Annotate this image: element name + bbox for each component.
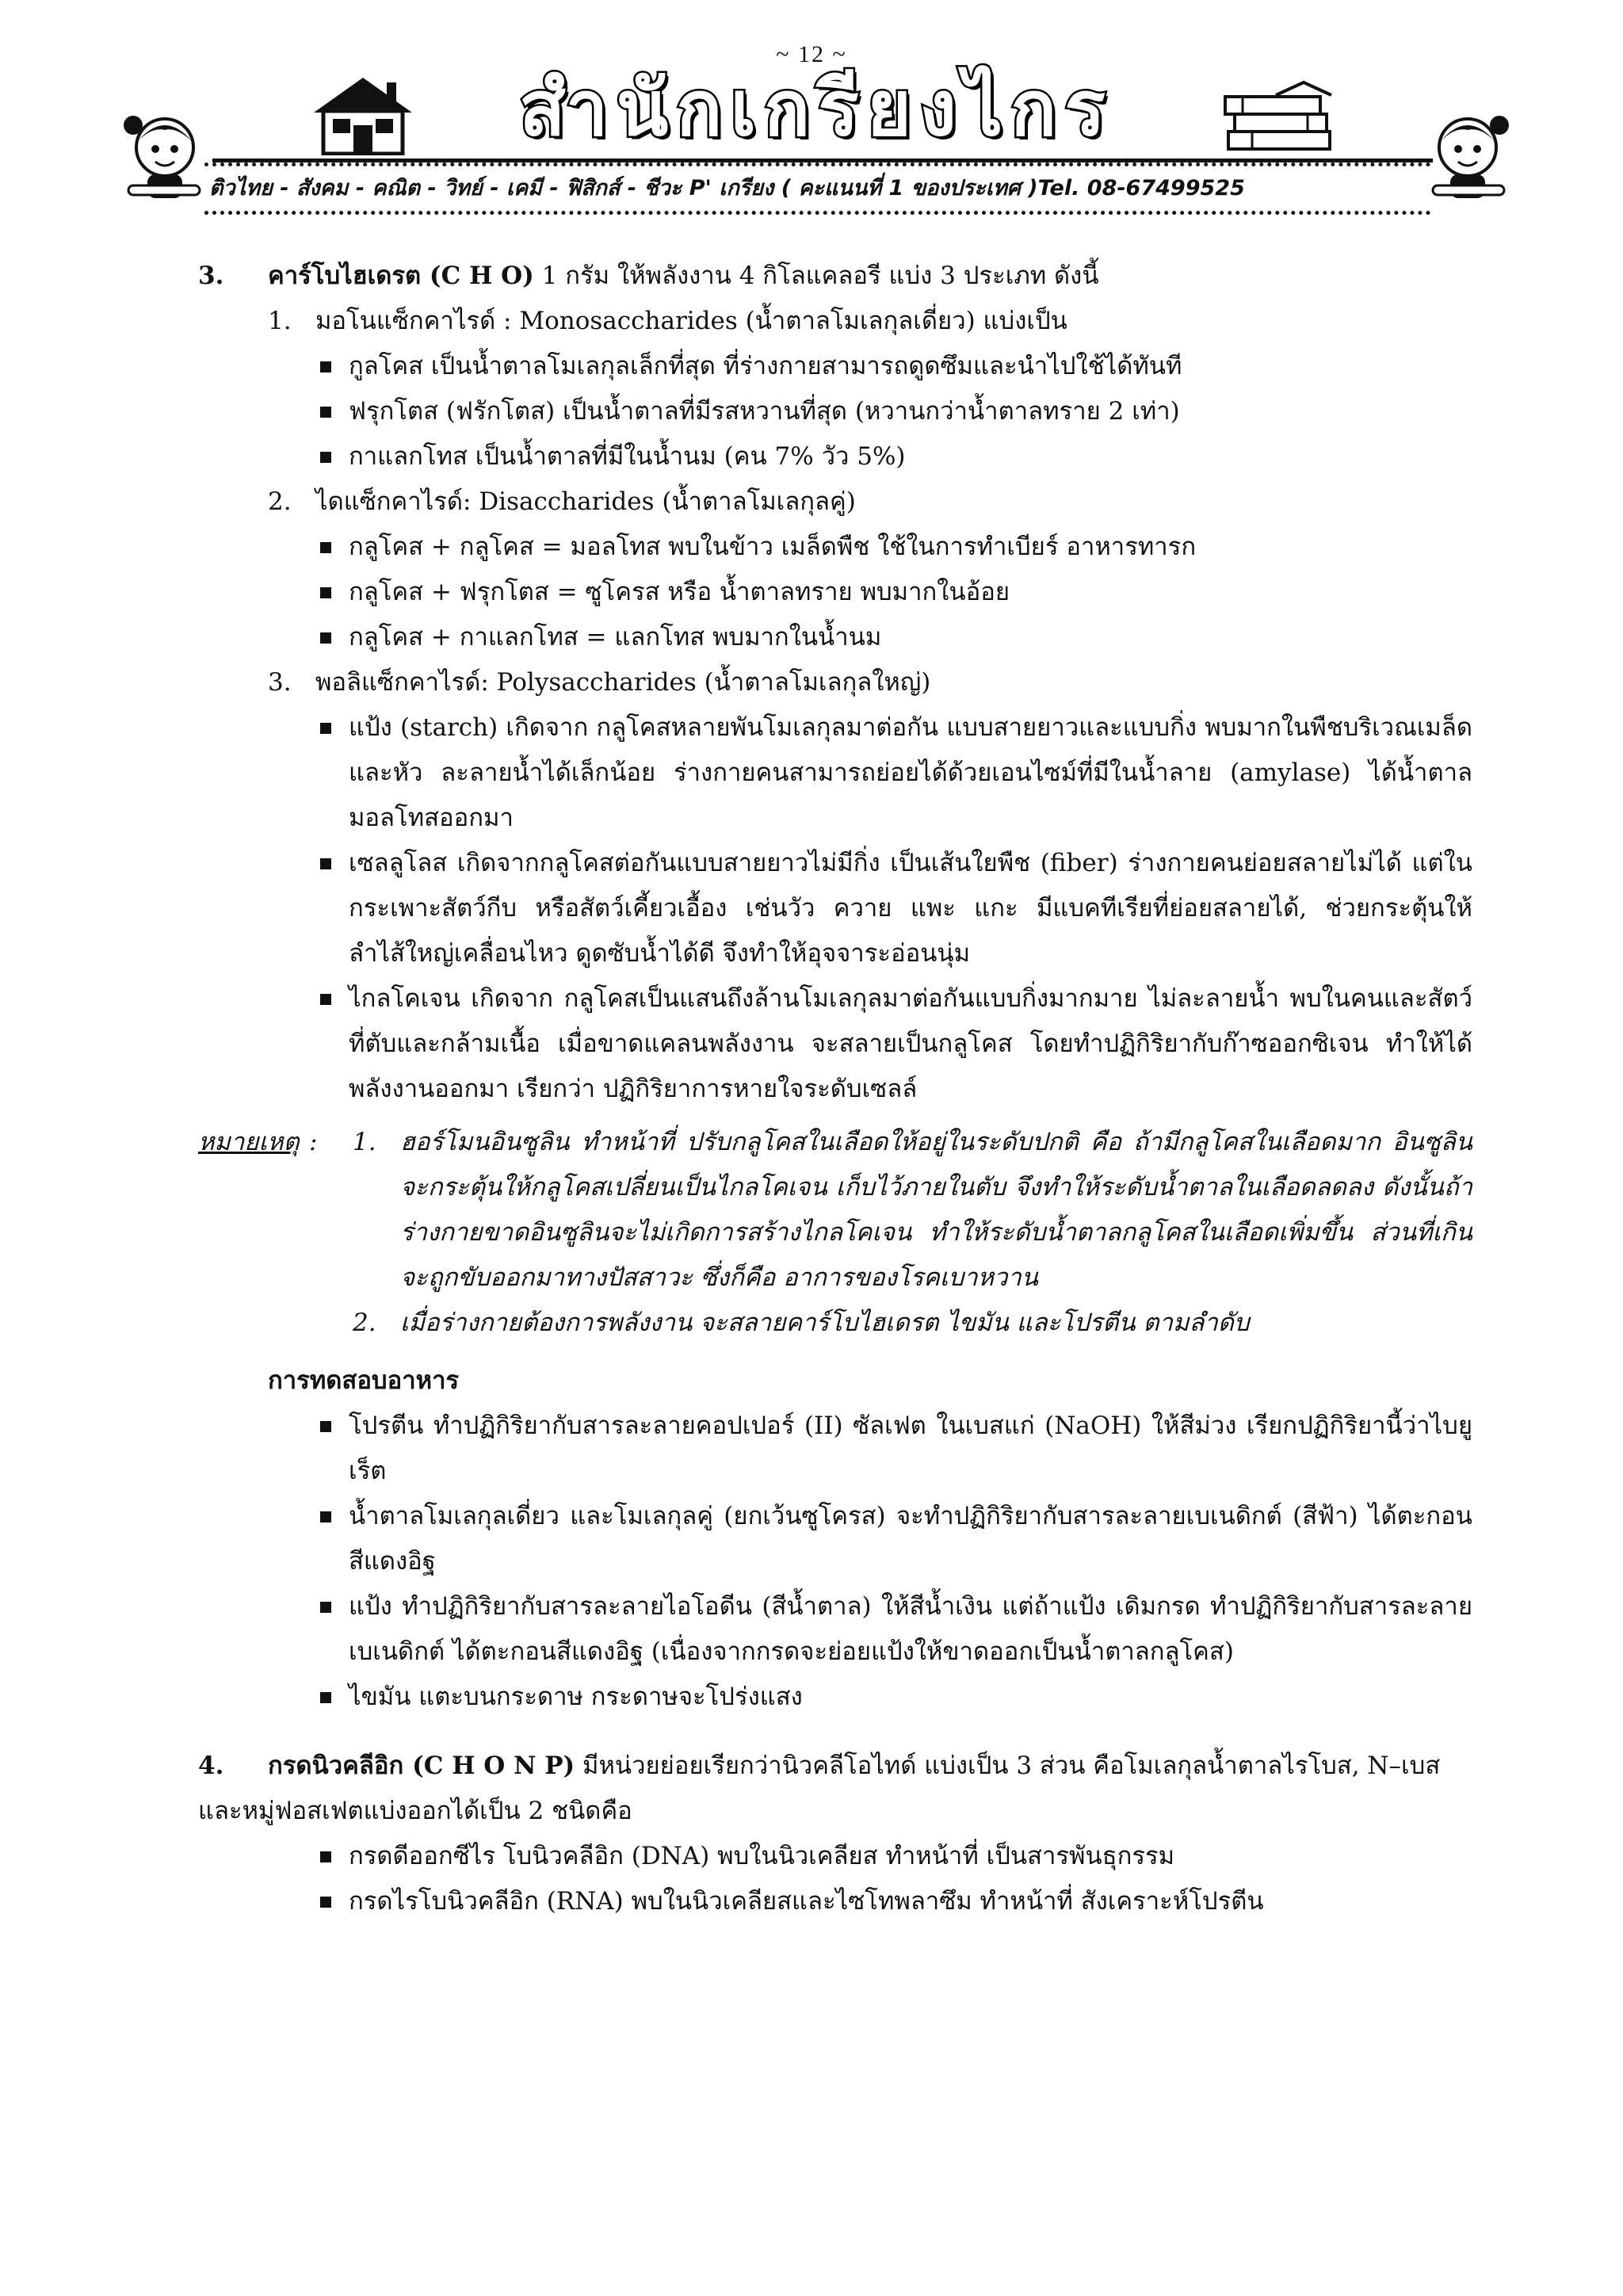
list-item: ไขมัน แตะบนกระดาษ กระดาษจะโปร่งแสง [198,1675,1472,1720]
section-number: 4. [198,1752,224,1780]
type-number: 1. [268,307,292,335]
section-intro: มีหน่วยย่อยเรียกว่านิวคลีโอไทด์ แบ่งเป็น 3 ส่วน คือโมเลกุลน้ำตาลไรโบส, N–เบส [575,1752,1441,1780]
note-item [198,1301,1472,1346]
mascot-left-icon [120,109,208,204]
section-intro-continued: และหมู่ฟอสเฟตแบ่งออกได้เป็น 2 ชนิดคือ [198,1797,632,1825]
type-number: 3. [268,668,292,697]
type-heading [198,660,1472,705]
list-item: โปรตีน ทำปฏิกิริยากับสารละลายคอปเปอร์ (II) ซัลเฟต ในเบสแก่ (NaOH) ให้สีม่วง เรียกปฏิกิริยานี้ว่าไบยูเร็ต [198,1404,1472,1494]
section-3-heading [198,254,1472,299]
list-item: กรดดีออกซีไร โบนิวคลีอิก (DNA) พบในนิวเคลียส ทำหน้าที่ เป็นสารพันธุกรรม [198,1834,1472,1879]
list-item: กลูโคส + กาแลกโทส = แลกโทส พบมากในน้ำนม [198,615,1472,660]
note-item [198,1120,1472,1301]
list-item: กรดไรโบนิวคลีอิก (RNA) พบในนิวเคลียสและไซโทพลาซึม ทำหน้าที่ สังเคราะห์โปรตีน [198,1879,1472,1924]
note-number: 2. [353,1308,376,1337]
mascot-right-icon [1425,109,1512,204]
section-4-heading [198,1744,1472,1789]
list-item: แป้ง ทำปฏิกิริยากับสารละลายไอโอดีน (สีน้ำตาล) ให้สีน้ำเงิน แต่ถ้าแป้ง เดิมกรด ทำปฏิกิริยากับสารละลายเบเนดิกต์ ได้ตะกอนสีแดงอิฐ (เนื่องจากกรดจะย่อยแป้งให้ขาดออกเป็นน้ำตาลกลูโคส) [198,1584,1472,1675]
list-item: เซลลูโลส เกิดจากกลูโคสต่อกันแบบสายยาวไม่มีกิ่ง เป็นเส้นใยพืช (fiber) ร่างกายคนย่อยสลายไม่ได้ แต่ในกระเพาะสัตว์กีบ หรือสัตว์เคี้ยวเอื้อง เช่นวัว ควาย แพะ แกะ มีแบคทีเรียที่ย่อยสลายได้, ช่วยกระตุ้นให้ลำไส้ใหญ่เคลื่อนไหว ดูดซับน้ำได้ดี จึงทำให้อุจจาระอ่อนนุ่ม [198,841,1472,976]
list-item: ไกลโคเจน เกิดจาก กลูโคสเป็นแสนถึงล้านโมเลกุลมาต่อกันแบบกิ่งมากมาย ไม่ละลายน้ำ พบในคนและสัตว์ที่ตับและกล้ามเนื้อ เมื่อขาดแคลนพลังงาน จะสลายเป็นกลูโคส โดยทำปฏิกิริยากับก๊าซออกซิเจน ทำให้ได้พลังงานออกมา เรียกว่า ปฏิกิริยาการหายใจระดับเซลล์ [198,976,1472,1112]
note-label: หมายเหตุ [198,1128,300,1156]
type-title: พอลิแซ็กคาไรด์: Polysaccharides (น้ำตาลโมเลกุลใหญ่) [315,668,931,697]
type-heading [198,479,1472,525]
list-item: กาแลกโทส เป็นน้ำตาลที่มีในน้ำนม (คน 7% วัว 5%) [198,434,1472,479]
type-title: ไดแซ็กคาไรด์: Disaccharides (น้ำตาลโมเลกุลคู่) [315,487,856,516]
school-title: สำนักเกรียงไกร [519,64,1113,153]
note-text: เมื่อร่างกายต้องการพลังงาน จะสลายคาร์โบไฮเดรต ไขมัน และโปรตีน ตามลำดับ [400,1308,1250,1337]
list-item: ฟรุกโตส (ฟรักโตส) เป็นน้ำตาลที่มีรสหวานที่สุด (หวานกว่าน้ำตาลทราย 2 เท่า) [198,389,1472,434]
type-heading [198,299,1472,344]
section-intro: 1 กรัม ให้พลังงาน 4 กิโลแคลอรี แบ่ง 3 ประเภท ดังนี้ [533,262,1099,290]
type-title: มอโนแซ็กคาไรด์ : Monosaccharides (น้ำตาลโมเลกุลเดี่ยว) แบ่งเป็น [315,307,1067,335]
type-number: 2. [268,487,292,516]
list-item: กลูโคส + ฟรุกโตส = ซูโครส หรือ น้ำตาลทราย พบมากในอ้อย [198,570,1472,615]
list-item: กลูโคส + กลูโคส = มอลโทส พบในข้าว เมล็ดพืช ใช้ในการทำเบียร์ อาหารทารก [198,525,1472,570]
contact-banner: ติวไทย - สังคม - คณิต - วิทย์ - เคมี - ฟิสิกส์ - ชีวะ P' เกรียง ( คะแนนที่ 1 ของประเทศ )Tel. 08-67499525 [204,162,1431,215]
note-text: ฮอร์โมนอินซูลิน ทำหน้าที่ ปรับกลูโคสในเลือดให้อยู่ในระดับปกติ คือ ถ้ามีกลูโคสในเลือดมาก อินซูลินจะกระตุ้นให้กลูโคสเปลี่ยนเป็นไกลโคเจน เก็บไว้ภายในตับ จึงทำให้ระดับน้ำตาลในเลือดลดลง ดังนั้นถ้าร่างกายขาดอินซูลินจะไม่เกิดการสร้างไกลโคเจน ทำให้ระดับน้ำตาลกลูโคสในเลือดเพิ่มขึ้น ส่วนที่เกินจะถูกขับออกมาทางปัสสาวะ ซึ่งก็คือ อาการของโรคเบาหวาน [400,1128,1472,1292]
list-item: กูลโคส เป็นน้ำตาลโมเลกุลเล็กที่สุด ที่ร่างกายสามารถดูดซึมและนำไปใช้ได้ทันที [198,344,1472,389]
page-number: ~ 12 ~ [776,41,847,67]
page-content [198,254,1472,1924]
section-title: กรดนิวคลีอิก (C H O N P) [268,1752,575,1780]
books-icon [1220,79,1339,159]
section-number: 3. [198,262,224,290]
list-item: แป้ง (starch) เกิดจาก กลูโคสหลายพันโมเลกุลมาต่อกัน แบบสายยาวและแบบกิ่ง พบมากในพืชบริเวณเมล็ดและหัว ละลายน้ำได้เล็กน้อย ร่างกายคนสามารถย่อยได้ด้วยเอนไซม์ที่มีในน้ำลาย (amylase) ได้น้ำตาลมอลโทสออกมา [198,705,1472,841]
section-title: คาร์โบไฮเดรต (C H O) [268,262,534,290]
house-icon [307,73,418,155]
food-test-heading: การทดสอบอาหาร [268,1366,460,1395]
list-item: น้ำตาลโมเลกุลเดี่ยว และโมเลกุลคู่ (ยกเว้นซูโครส) จะทำปฏิกิริยากับสารละลายเบเนดิกต์ (สีฟ้า) ได้ตะกอนสีแดงอิฐ [198,1494,1472,1584]
note-number: 1. [353,1128,376,1156]
note-colon: : [309,1128,318,1156]
